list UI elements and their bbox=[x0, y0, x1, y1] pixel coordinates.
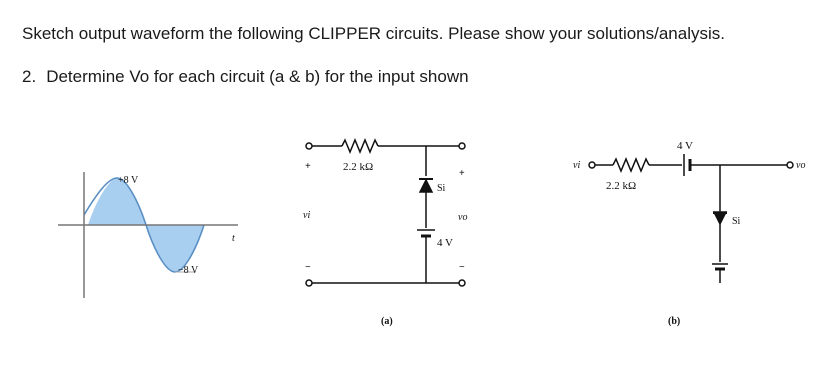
question-2 bbox=[22, 67, 469, 87]
input-label-a: vi bbox=[303, 210, 311, 221]
clipper-figure bbox=[0, 110, 814, 373]
time-axis-label: t bbox=[232, 233, 235, 244]
resistor-a bbox=[342, 140, 378, 152]
output-terminal-bottom-a bbox=[459, 280, 465, 286]
battery-b-label: 4 V bbox=[677, 140, 693, 152]
battery-a-label: 4 V bbox=[437, 237, 453, 249]
negative-peak-label: −8 V bbox=[178, 265, 199, 276]
positive-peak-label: +8 V bbox=[118, 175, 139, 186]
resistor-a-label: 2.2 kΩ bbox=[343, 161, 374, 173]
resistor-b bbox=[613, 159, 649, 171]
caption-b: (b) bbox=[668, 316, 681, 327]
caption-a: (a) bbox=[381, 316, 393, 327]
input-terminal-bottom-a bbox=[306, 280, 312, 286]
input-label-b: vi bbox=[573, 160, 581, 171]
input-terminal-top-a bbox=[306, 143, 312, 149]
input-plus-a: + bbox=[305, 161, 311, 172]
output-terminal-top-a bbox=[459, 143, 465, 149]
input-waveform bbox=[58, 172, 238, 298]
output-minus-a: − bbox=[459, 262, 465, 273]
output-label-a: vo bbox=[458, 212, 468, 223]
question-text: Determine Vo for each circuit (a & b) for the input shown bbox=[46, 67, 469, 86]
circuit-b bbox=[589, 154, 793, 283]
diode-b-label: Si bbox=[732, 216, 741, 227]
resistor-b-label: 2.2 kΩ bbox=[606, 180, 637, 192]
question-number: 2. bbox=[22, 67, 37, 86]
input-minus-a: − bbox=[305, 262, 311, 273]
input-terminal-b bbox=[589, 162, 595, 168]
circuit-a bbox=[306, 140, 468, 286]
output-terminal-b bbox=[787, 162, 793, 168]
instruction-heading: Sketch output waveform the following CLIPPER circuits. Please show your solutions/analysis. bbox=[22, 24, 725, 43]
circuit-a-labels bbox=[303, 161, 467, 327]
diode-a bbox=[420, 180, 432, 192]
output-label-b: vo bbox=[796, 160, 806, 171]
diode-a-label: Si bbox=[437, 183, 446, 194]
output-plus-a: + bbox=[459, 168, 465, 179]
